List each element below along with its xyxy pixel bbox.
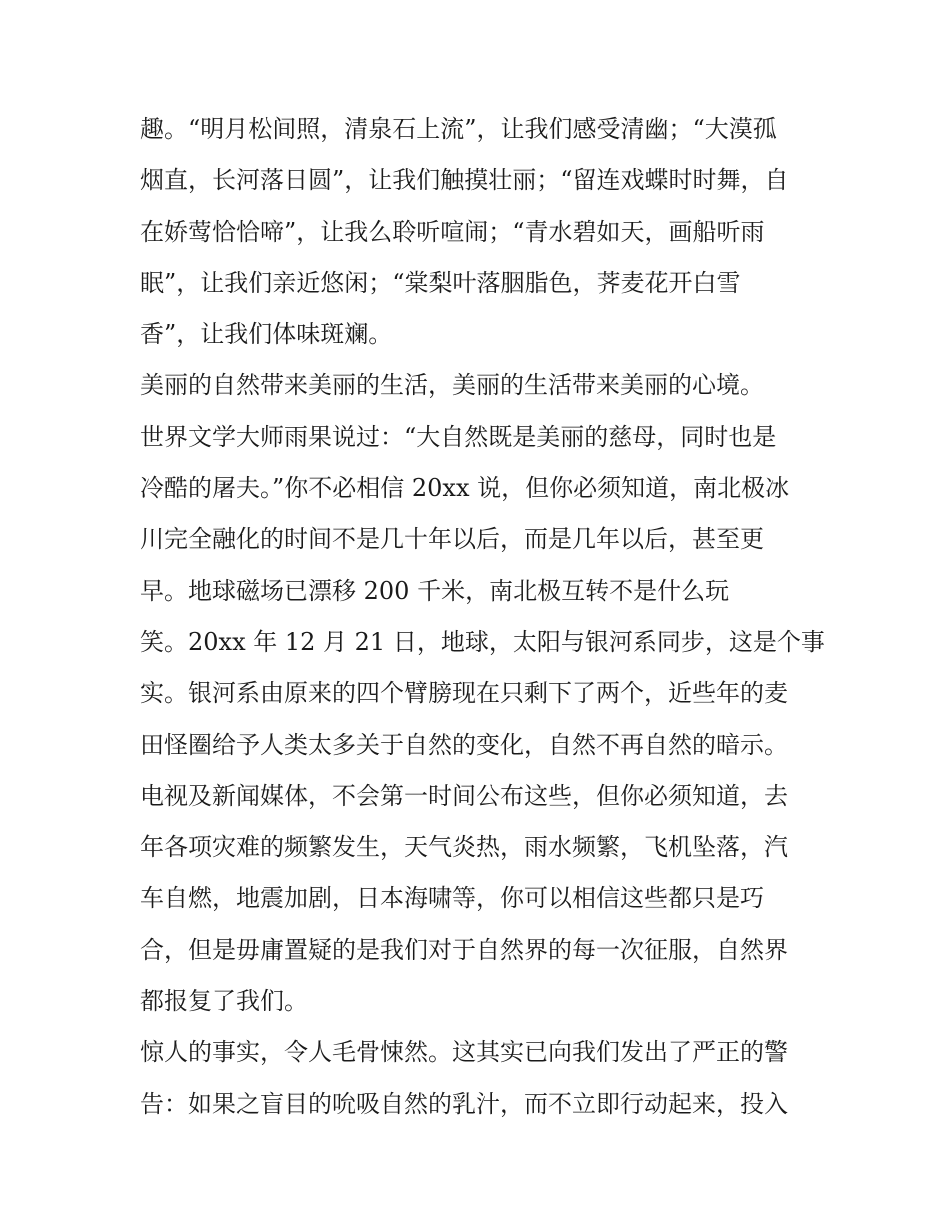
text-line: 惊人的事实，令人毛骨悚然。这其实已向我们发出了严正的警 (140, 1038, 788, 1067)
text-line: 田怪圈给予人类太多关于自然的变化，自然不再自然的暗示。 (140, 730, 788, 759)
text-line: 川完全融化的时间不是几十年以后，而是几年以后，甚至更 (140, 525, 764, 554)
text-line: 年各项灾难的频繁发生，天气炎热，雨水频繁，飞机坠落，汽 (140, 833, 788, 862)
text-line: 烟直，长河落日圆”，让我们触摸壮丽；“留连戏蝶时时舞，自 (140, 166, 789, 195)
text-line: 电视及新闻媒体，不会第一时间公布这些，但你必须知道，去 (140, 781, 788, 810)
text-line: 趣。“明月松间照，清泉石上流”，让我们感受清幽；“大漠孤 (140, 115, 777, 143)
text-line: 世界文学大师雨果说过：“大自然既是美丽的慈母，同时也是 (140, 422, 777, 451)
text-line: 香”，让我们体味斑斓。 (140, 320, 393, 349)
text-line: 都报复了我们。 (140, 987, 308, 1016)
text-line: 早。地球磁场已漂移 200 千米，南北极互转不是什么玩 (140, 576, 730, 605)
text-line: 在娇莺恰恰啼”，让我么聆听喧闹；“青水碧如天，画船听雨 (140, 217, 765, 246)
text-line: 实。银河系由原来的四个臂膀现在只剩下了两个，近些年的麦 (140, 679, 788, 708)
text-line: 美丽的自然带来美丽的生活，美丽的生活带来美丽的心境。 (140, 371, 764, 400)
body-text (140, 104, 830, 1130)
text-line: 笑。20xx 年 12 月 21 日，地球，太阳与银河系同步，这是个事 (140, 627, 825, 656)
text-line: 合，但是毋庸置疑的是我们对于自然界的每一次征服，自然界 (140, 935, 788, 964)
text-line: 眠”，让我们亲近悠闲；“棠梨叶落胭脂色，荠麦花开白雪 (140, 268, 741, 297)
text-line: 车自燃，地震加剧，日本海啸等，你可以相信这些都只是巧 (140, 884, 764, 913)
text-line: 冷酷的屠夫。”你不必相信 20xx 说，但你必须知道，南北极冰 (140, 474, 790, 503)
text-line: 告：如果之盲目的吮吸自然的乳汁，而不立即行动起来，投入 (140, 1089, 788, 1118)
